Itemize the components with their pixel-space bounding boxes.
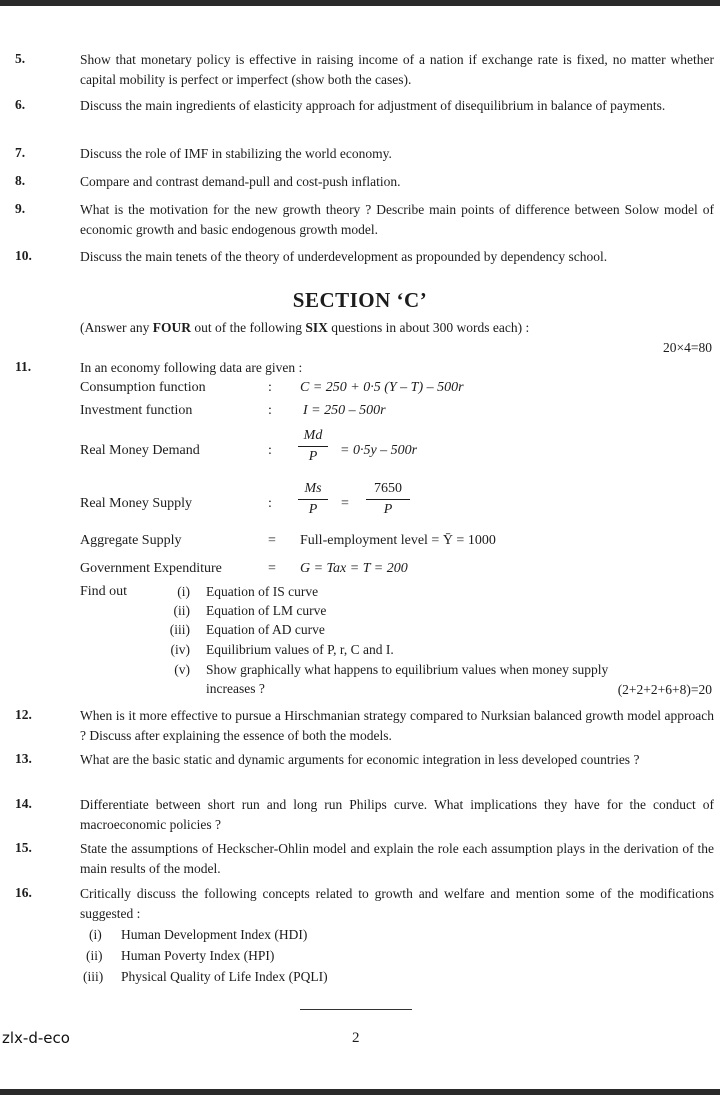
- part-number: (v): [174, 662, 190, 677]
- find-out-label: Find out: [80, 584, 128, 599]
- money-supply-rhs-fraction: [366, 481, 410, 518]
- equals-sign: =: [268, 533, 276, 548]
- concept-text: Human Poverty Index (HPI): [121, 948, 275, 963]
- question-text: Discuss the main ingredients of elasticity approach for adjustment of disequilibrium in balance of payments.: [80, 98, 666, 113]
- aggregate-supply-expression: Full-employment level = Ȳ = 1000: [300, 533, 496, 548]
- question-number: 7.: [15, 145, 26, 160]
- instruction-emphasis: SIX: [305, 320, 328, 335]
- investment-label: Investment function: [80, 403, 193, 418]
- section-title: SECTION ‘C’: [292, 288, 428, 312]
- question-number: 5.: [15, 51, 26, 66]
- concept-text: Human Development Index (HDI): [121, 927, 308, 942]
- question-number: 9.: [15, 201, 26, 216]
- question-text: When is it more effective to pursue a Hirschmanian strategy compared to Nurksian balanced growth model approach ? Discuss after explaining the essence of both the models.: [80, 708, 714, 743]
- question-number: 14.: [15, 796, 32, 811]
- part-text: Equilibrium values of P, r, C and I.: [206, 642, 394, 657]
- part-text: Show graphically what happens to equilibrium values when money supply: [206, 662, 609, 677]
- concept-number: (ii): [86, 948, 103, 963]
- government-expenditure-label: Government Expenditure: [80, 561, 222, 576]
- question-number: 8.: [15, 173, 26, 188]
- question-number: 6.: [15, 97, 26, 112]
- part-number: (ii): [173, 603, 190, 618]
- question-text: What are the basic static and dynamic arguments for economic integration in less developed countries ?: [80, 752, 640, 767]
- colon: :: [268, 443, 272, 458]
- question-text: Critically discuss the following concepts related to growth and welfare and mention some of the modifications suggested :: [80, 886, 714, 921]
- part-number: (i): [177, 584, 190, 599]
- fraction-denominator: P: [308, 449, 318, 464]
- consumption-label: Consumption function: [80, 380, 206, 395]
- fraction-numerator: 7650: [366, 481, 410, 500]
- part-text: Equation of IS curve: [206, 584, 319, 599]
- question-number: 12.: [15, 707, 32, 722]
- end-rule: [300, 1009, 412, 1010]
- instruction-text: out of the following: [190, 320, 306, 335]
- fraction-denominator: P: [308, 502, 318, 517]
- aggregate-supply-label: Aggregate Supply: [80, 533, 182, 548]
- money-supply-fraction: [298, 481, 328, 518]
- money-demand-label: Real Money Demand: [80, 443, 200, 458]
- bottom-border: [0, 1089, 720, 1095]
- concept-number: (i): [89, 927, 102, 942]
- equals-sign: =: [268, 561, 276, 576]
- question-text: Discuss the role of IMF in stabilizing the world economy.: [80, 146, 392, 161]
- instruction-text: questions in about 300 words each) :: [327, 320, 530, 335]
- page-number: 2: [352, 1030, 360, 1046]
- concept-text: Physical Quality of Life Index (PQLI): [121, 969, 328, 984]
- colon: :: [268, 380, 272, 395]
- question-text: Show that monetary policy is effective in raising income of a nation if exchange rate is fixed, no matter whether capital mobility is perfect or imperfect (show both the cases).: [80, 52, 714, 87]
- question-number: 15.: [15, 840, 32, 855]
- part-text: Equation of LM curve: [206, 603, 327, 618]
- question-text: Compare and contrast demand-pull and cost-push inflation.: [80, 174, 401, 189]
- consumption-expression: C = 250 + 0·5 (Y – T) – 500r: [300, 380, 464, 395]
- equals-sign: =: [341, 496, 349, 511]
- question-marks: (2+2+2+6+8)=20: [617, 682, 712, 697]
- question-text: What is the motivation for the new growth theory ? Describe main points of difference between Solow model of economic growth and basic endogenous growth model.: [80, 202, 714, 237]
- question-number: 10.: [15, 248, 32, 263]
- fraction-numerator: Ms: [298, 481, 328, 500]
- part-number: (iv): [170, 642, 190, 657]
- top-border: [0, 0, 720, 6]
- question-text: Differentiate between short run and long run Philips curve. What implications they have for the conduct of macroeconomic policies ?: [80, 797, 714, 832]
- concept-number: (iii): [83, 969, 104, 984]
- instruction-emphasis: FOUR: [152, 320, 191, 335]
- part-text-continued: increases ?: [206, 681, 265, 696]
- part-number: (iii): [169, 622, 190, 637]
- part-text: Equation of AD curve: [206, 622, 325, 637]
- colon: :: [268, 403, 272, 418]
- question-number: 13.: [15, 751, 32, 766]
- paper-code: zlx-d-eco: [2, 1029, 70, 1047]
- question-text: State the assumptions of Heckscher-Ohlin model and explain the role each assumption plays in the derivation of the main results of the model.: [80, 841, 714, 876]
- money-supply-label: Real Money Supply: [80, 496, 192, 511]
- money-demand-rhs: = 0·5y – 500r: [340, 443, 418, 458]
- instruction-text: (Answer any: [80, 320, 153, 335]
- money-demand-fraction: [298, 428, 328, 465]
- question-intro: In an economy following data are given :: [80, 360, 303, 375]
- question-number: 16.: [15, 885, 32, 900]
- colon: :: [268, 496, 272, 511]
- section-instruction: [80, 320, 529, 336]
- section-marks: 20×4=80: [663, 340, 712, 355]
- fraction-numerator: Md: [298, 428, 328, 447]
- government-expenditure-expression: G = Tax = T = 200: [300, 561, 408, 576]
- investment-expression: I = 250 – 500r: [303, 403, 386, 418]
- question-text: Discuss the main tenets of the theory of underdevelopment as propounded by dependency school.: [80, 249, 608, 264]
- question-number: 11.: [15, 359, 32, 374]
- fraction-denominator: P: [383, 502, 393, 517]
